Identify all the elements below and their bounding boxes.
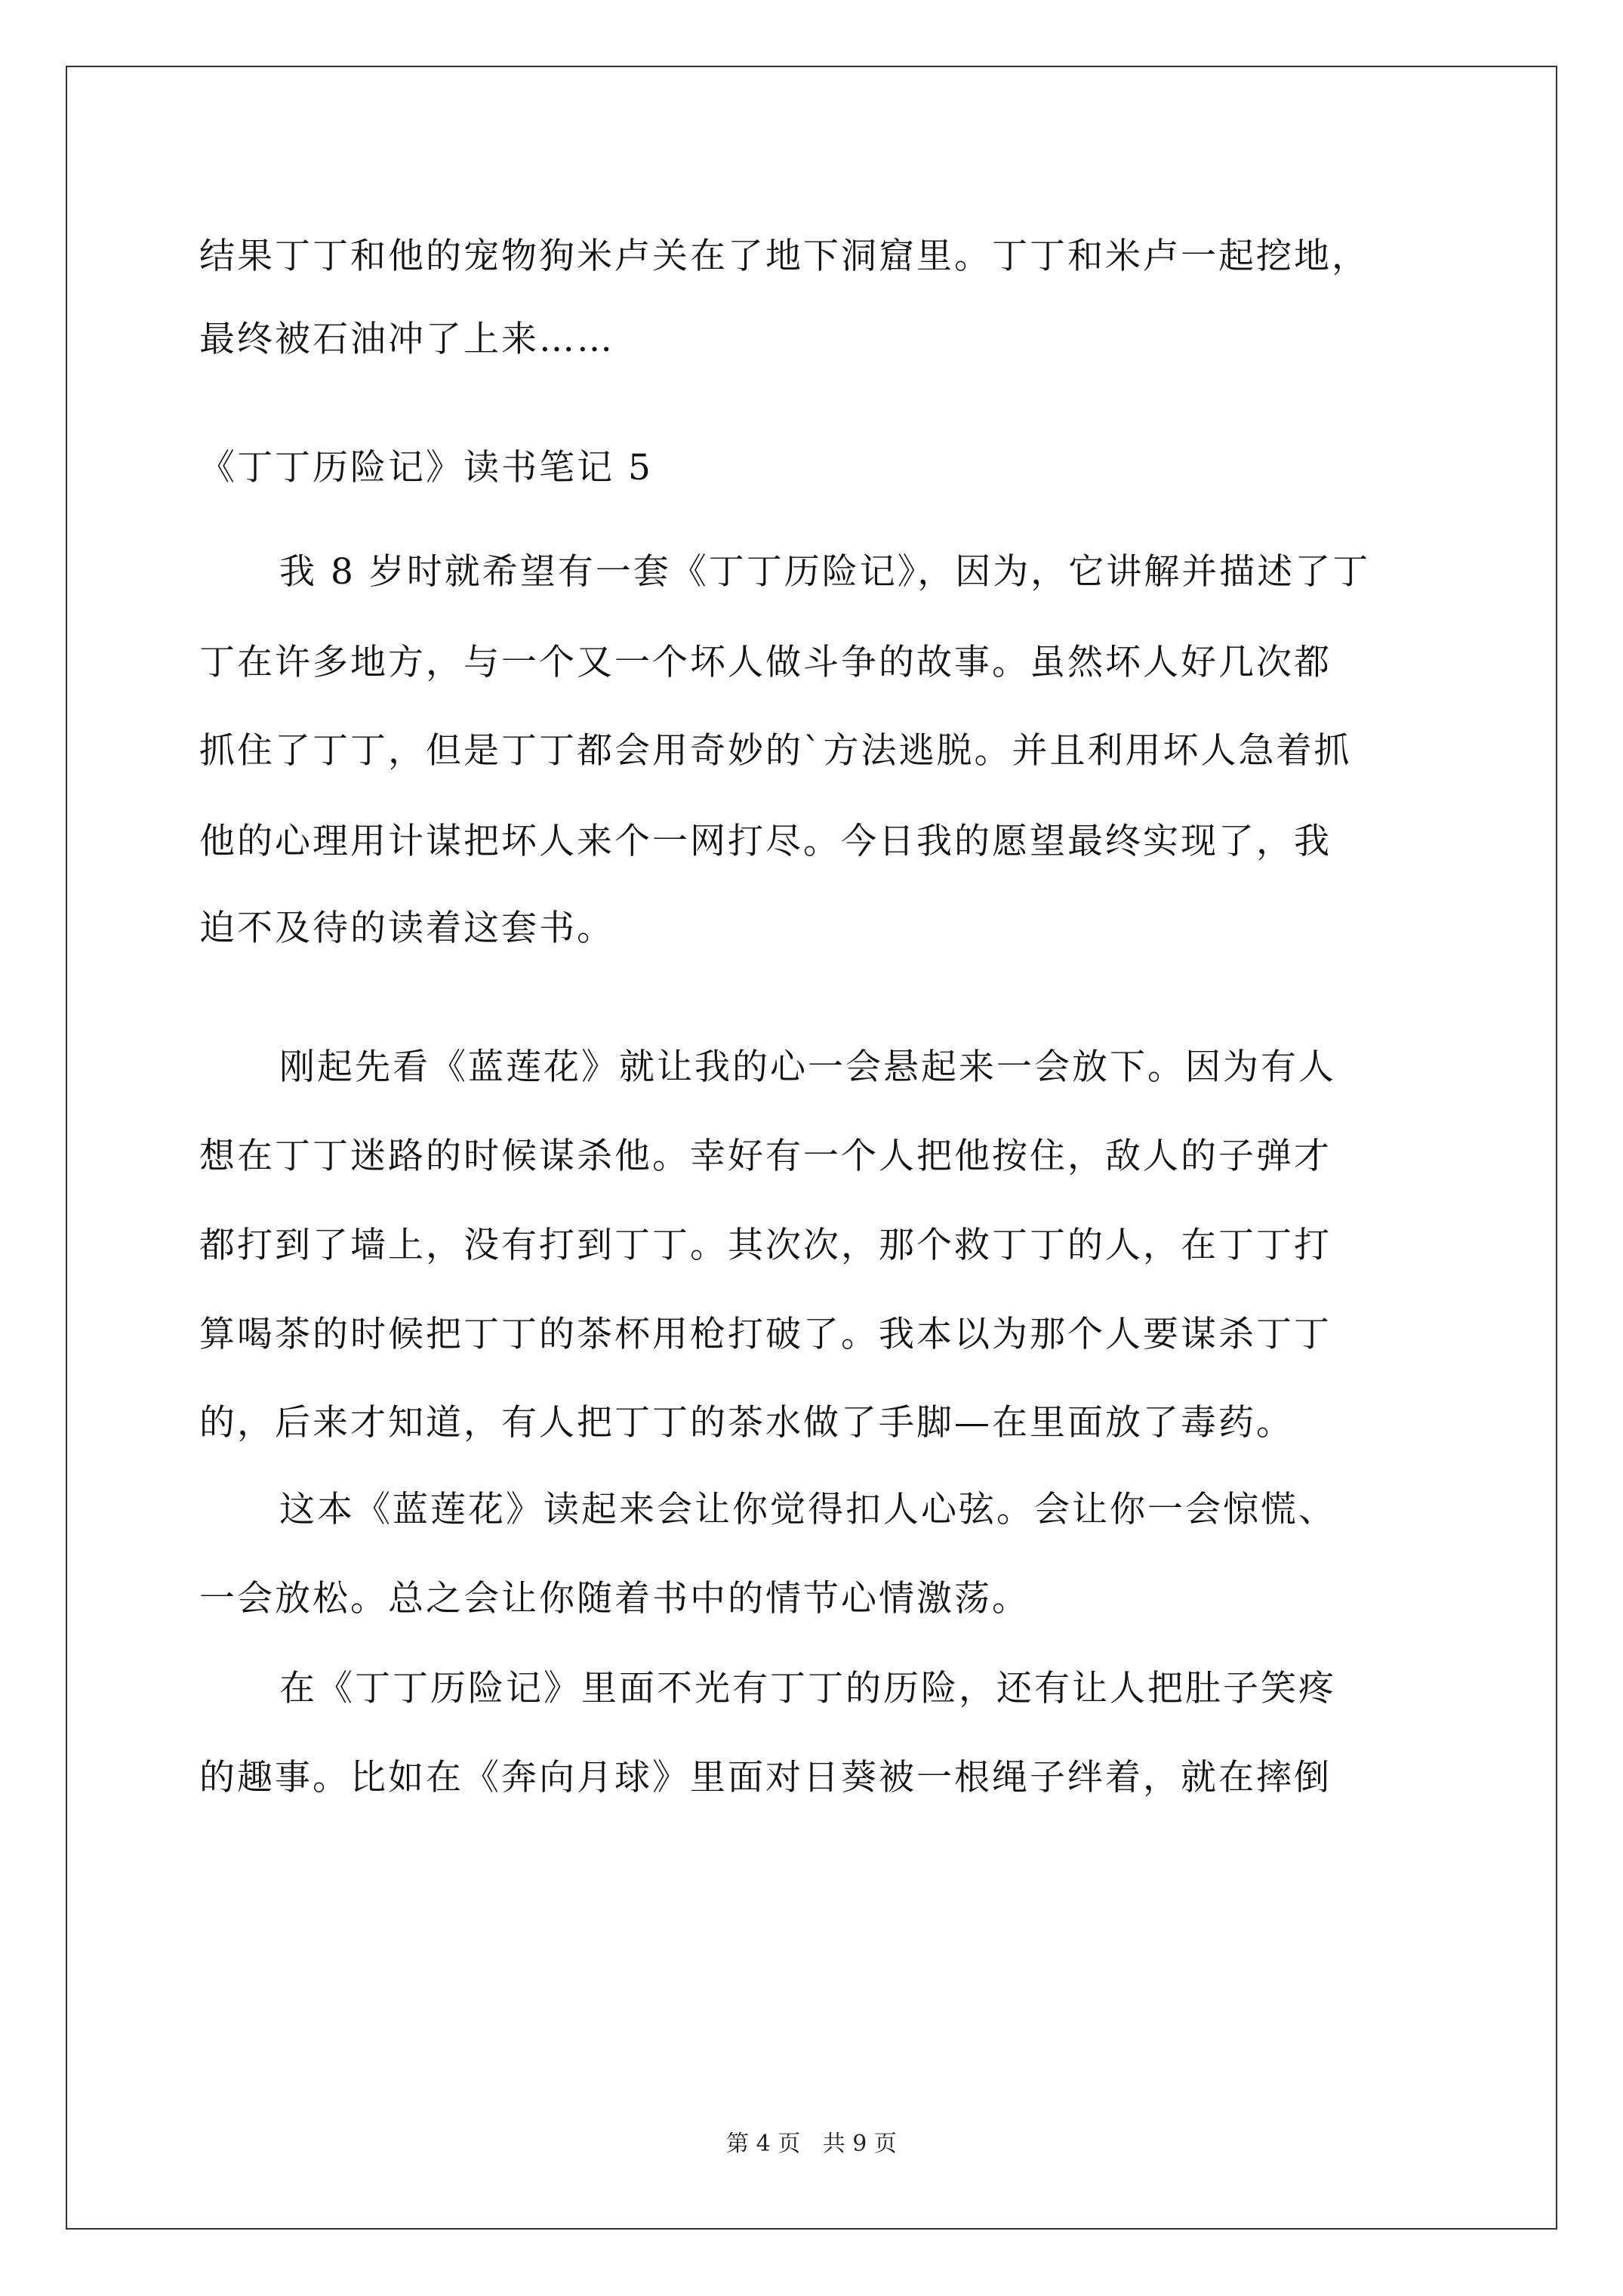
text-line: 最终被石油冲了上来…… [199,319,614,360]
page-footer [0,2129,1623,2159]
text-line: 的，后来才知道，有人把丁丁的茶水做了手脚—在里面放了毒药。 [199,1402,1294,1444]
text-line: 我 8 岁时就希望有一套《丁丁历险记》，因为，它讲解并描述了丁 [279,551,1371,593]
text-line: 这本《蓝莲花》读起来会让你觉得扣人心弦。会让你一会惊慌、 [279,1489,1336,1530]
text-line: 想在丁丁迷路的时候谋杀他。幸好有一个人把他按住，敌人的子弹才 [199,1136,1332,1177]
page-number: 第 4 页 [726,2131,801,2157]
text-line: 抓住了丁丁，但是丁丁都会用奇妙的`方法逃脱。并且利用坏人急着抓 [199,730,1352,772]
text-line: 在《丁丁历险记》里面不光有丁丁的历险，还有让人把肚子笑疼 [279,1668,1336,1709]
text-line: 丁在许多地方，与一个又一个坏人做斗争的故事。虽然坏人好几次都 [199,642,1332,683]
text-line: 的趣事。比如在《奔向月球》里面对日葵被一根绳子绊着，就在摔倒 [199,1757,1332,1798]
text-line: 迫不及待的读着这套书。 [199,908,614,949]
section-heading: 《丁丁历险记》读书笔记 5 [199,447,653,488]
text-line: 刚起先看《蓝莲花》就让我的心一会悬起来一会放下。因为有人 [279,1046,1336,1088]
text-line: 都打到了墙上，没有打到丁丁。其次次，那个救丁丁的人，在丁丁打 [199,1225,1332,1266]
text-line: 算喝茶的时候把丁丁的茶杯用枪打破了。我本以为那个人要谋杀丁丁 [199,1314,1332,1355]
text-line: 一会放松。总之会让你随着书中的情节心情激荡。 [199,1578,1030,1620]
text-line: 他的心理用计谋把坏人来个一网打尽。今日我的愿望最终实现了，我 [199,821,1332,862]
text-line: 结果丁丁和他的宠物狗米卢关在了地下洞窟里。丁丁和米卢一起挖地， [199,236,1369,277]
page-total: 共 9 页 [822,2131,897,2157]
